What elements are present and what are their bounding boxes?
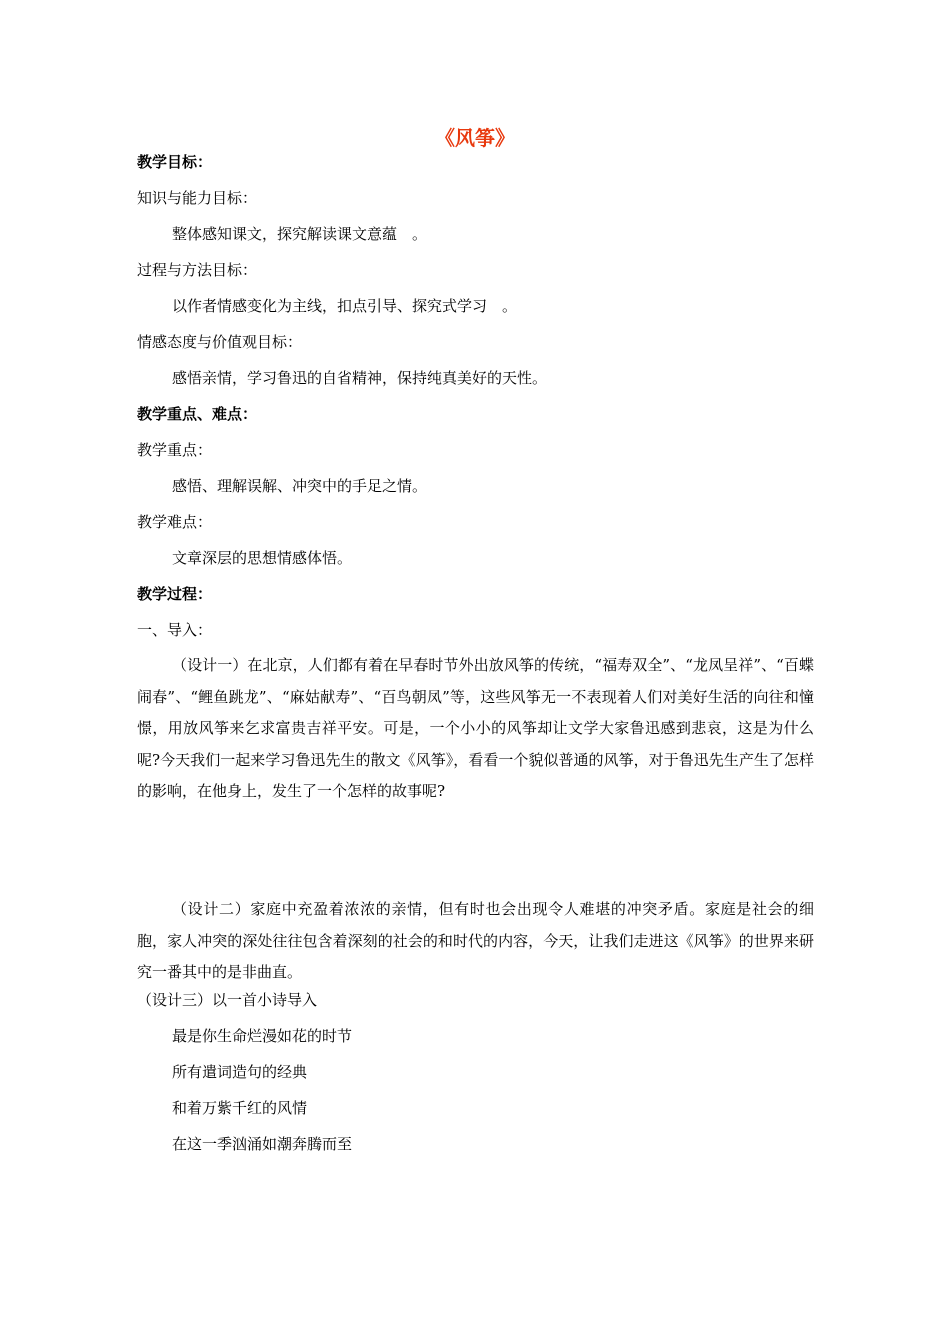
intro-label: 一、导入：: [137, 621, 213, 639]
poem-line: 所有遣词造句的经典: [172, 1063, 308, 1081]
emotion-label: 情感态度与价值观目标：: [137, 333, 303, 351]
document-title: 《风筝》: [435, 126, 515, 150]
objectives-heading: 教学目标：: [137, 153, 213, 171]
knowledge-label: 知识与能力目标：: [137, 189, 258, 207]
design-two-paragraph: （设计二）家庭中充盈着浓浓的亲情，但有时也会出现令人难堪的冲突矛盾。家庭是社会的细胞，家人冲突的深处往往包含着深刻的社会的和时代的内容，今天，让我们走进这《风筝》的世界来研究一番其中的是非曲直。: [137, 900, 814, 981]
knowledge-text: 整体感知课文，探究解读课文意蕴 。: [172, 225, 428, 243]
process-text: 以作者情感变化为主线，扣点引导、探究式学习 。: [172, 297, 518, 315]
poem-line: 最是你生命烂漫如花的时节: [172, 1027, 353, 1045]
poem-line: 在这一季汹涌如潮奔腾而至: [172, 1135, 353, 1153]
key-label: 教学重点：: [137, 441, 213, 459]
process-label: 过程与方法目标：: [137, 261, 258, 279]
process-heading: 教学过程：: [137, 585, 213, 603]
difficulty-text: 文章深层的思想情感体悟。: [172, 549, 353, 567]
difficulty-label: 教学难点：: [137, 513, 213, 531]
keypoints-heading: 教学重点、难点：: [137, 405, 258, 423]
design-one-paragraph: （设计一）在北京，人们都有着在早春时节外出放风筝的传统，“福寿双全”、“龙凤呈祥”、“百蝶闹春”、“鲤鱼跳龙”、“麻姑献寿”、“百鸟朝凤”等，这些风筝无一不表现着人们对美好生活的向往和憧憬，用放风筝来乞求富贵吉祥平安。可是，一个小小的风筝却让文学大家鲁迅感到悲哀，这是为什么呢?今天我们一起来学习鲁迅先生的散文《风筝》，看看一个貌似普通的风筝，对于鲁迅先生产生了怎样的影响，在他身上，发生了一个怎样的故事呢?: [137, 656, 814, 800]
poem-line: 和着万紫千红的风情: [172, 1099, 308, 1117]
emotion-text: 感悟亲情，学习鲁迅的自省精神，保持纯真美好的天性。: [172, 369, 548, 387]
key-text: 感悟、理解误解、冲突中的手足之情。: [172, 477, 428, 495]
design-three-label: （设计三）以一首小诗导入: [137, 991, 318, 1009]
